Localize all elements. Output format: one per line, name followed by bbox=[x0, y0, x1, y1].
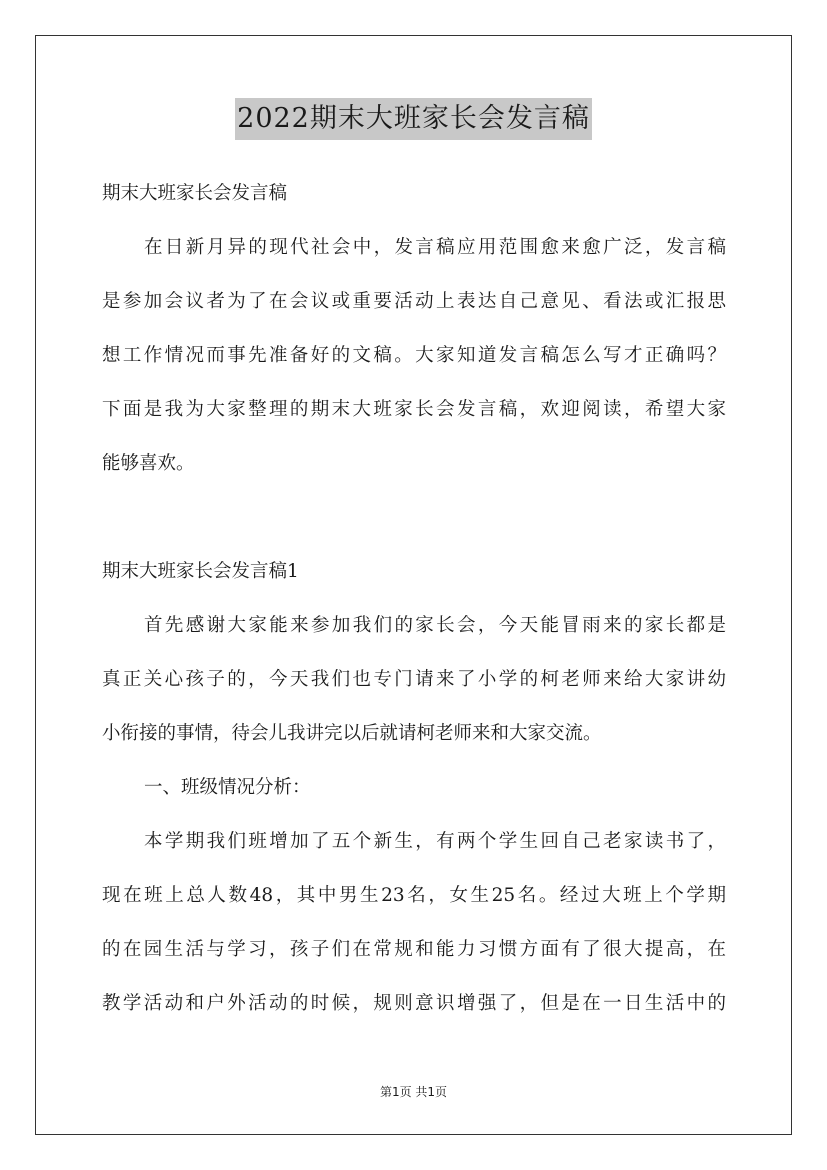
sub-heading: 一、班级情况分析： bbox=[144, 777, 311, 798]
blank-line bbox=[102, 496, 726, 550]
intro-line: 是参加会议者为了在会议或重要活动上表达自己意见、看法或汇报思 bbox=[102, 291, 726, 312]
intro-line: 能够喜欢。 bbox=[102, 453, 195, 474]
paragraph-line: 首先感谢大家能来参加我们的家长会，今天能冒雨来的家长都是 bbox=[144, 615, 726, 636]
paragraph-line: 现在班上总人数48，其中男生23名，女生25名。经过大班上个学期 bbox=[102, 885, 726, 906]
document-title: 2022期末大班家长会发言稿 bbox=[235, 98, 592, 140]
paragraph-line: 教学活动和户外活动的时候，规则意识增强了，但是在一日生活中的 bbox=[102, 993, 726, 1014]
title-container bbox=[0, 98, 827, 140]
paragraph-line: 真正关心孩子的，今天我们也专门请来了小学的柯老师来给大家讲幼 bbox=[102, 669, 726, 690]
intro-line: 想工作情况而事先准备好的文稿。大家知道发言稿怎么写才正确吗？ bbox=[102, 345, 726, 366]
subtitle: 期末大班家长会发言稿 bbox=[102, 183, 288, 204]
paragraph-line: 的在园生活与学习，孩子们在常规和能力习惯方面有了很大提高，在 bbox=[102, 939, 726, 960]
page-footer: 第1页 共1页 bbox=[379, 1085, 448, 1099]
paragraph-line: 小衔接的事情，待会儿我讲完以后就请柯老师来和大家交流。 bbox=[102, 723, 602, 744]
document-body bbox=[102, 172, 726, 1036]
paragraph-line: 本学期我们班增加了五个新生，有两个学生回自己老家读书了， bbox=[144, 831, 726, 852]
intro-line: 下面是我为大家整理的期末大班家长会发言稿，欢迎阅读，希望大家 bbox=[102, 399, 726, 420]
section-heading: 期末大班家长会发言稿1 bbox=[102, 561, 299, 582]
intro-line: 在日新月异的现代社会中，发言稿应用范围愈来愈广泛，发言稿 bbox=[144, 237, 726, 258]
